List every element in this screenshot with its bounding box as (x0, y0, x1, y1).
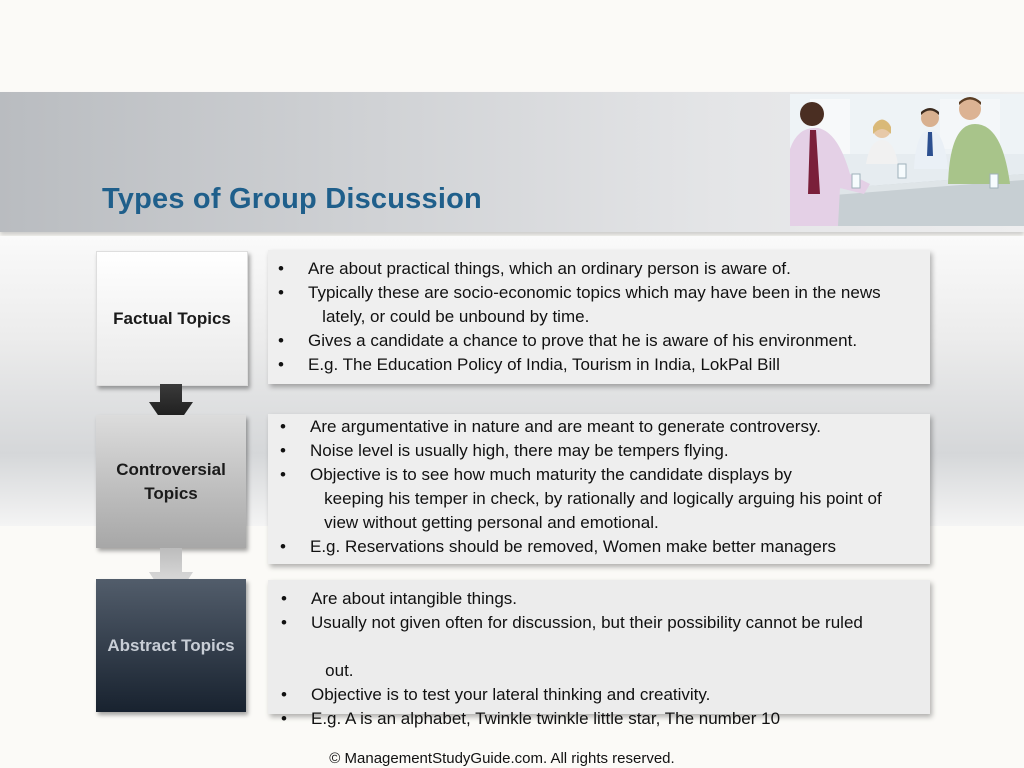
list-item: • Objective is to test your lateral thinking and creativity. (281, 683, 921, 707)
list-item: • E.g. A is an alphabet, Twinkle twinkle little star, The number 10 (281, 707, 921, 731)
list-item: • Are argumentative in nature and are meant to generate controversy. (280, 415, 920, 439)
list-item: • Typically these are socio-economic topics which may have been in the news lately, or could be unbound by time. (278, 281, 918, 329)
list-item: • E.g. The Education Policy of India, Tourism in India, LokPal Bill (278, 353, 918, 377)
list-item: • Usually not given often for discussion, but their possibility cannot be ruled out. (281, 611, 921, 683)
slide-title: Types of Group Discussion (102, 183, 482, 215)
copyright-footer: © ManagementStudyGuide.com. All rights reserved. (329, 750, 675, 767)
list-item: • E.g. Reservations should be removed, Women make better managers (280, 535, 920, 559)
list-item: • Gives a candidate a chance to prove that he is aware of his environment. (278, 329, 918, 353)
controversial-topics-label: Controversial Topics (96, 415, 246, 548)
list-item: • Are about practical things, which an ordinary person is aware of. (278, 257, 918, 281)
factual-topics-bullet-list (278, 257, 918, 377)
list-item: • Are about intangible things. (281, 587, 921, 611)
business-meeting-photo (790, 94, 1024, 226)
list-item: • Objective is to see how much maturity the candidate displays by keeping his temper in check, by rationally and logically arguing his point of view without getting personal and emotional. (280, 463, 920, 535)
controversial-topics-bullet-list (280, 415, 920, 559)
abstract-topics-bullet-list (281, 587, 921, 731)
list-item: • Noise level is usually high, there may be tempers flying. (280, 439, 920, 463)
abstract-topics-label: Abstract Topics (96, 579, 246, 712)
factual-topics-label: Factual Topics (96, 251, 248, 386)
